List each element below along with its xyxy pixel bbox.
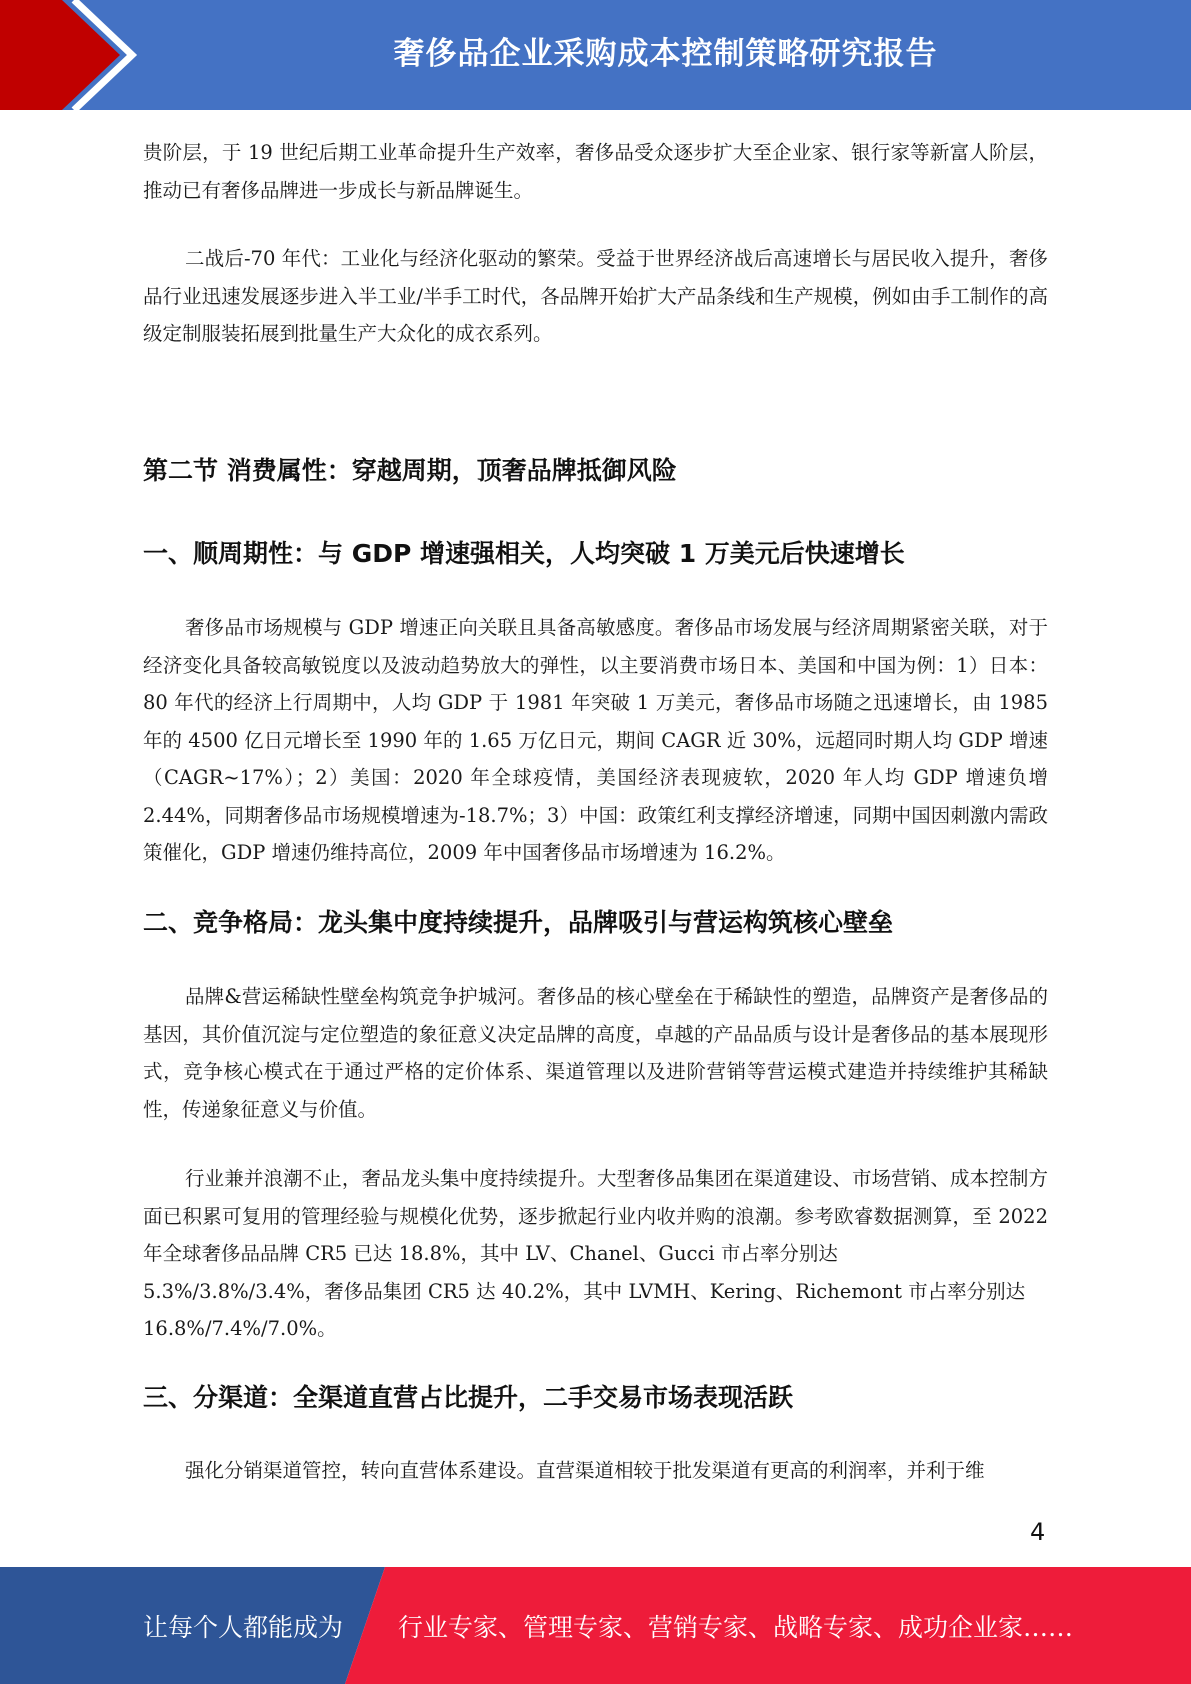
- paragraph-consolidation-line3: 16.8%/7.4%/7.0%。: [143, 1317, 337, 1340]
- footer-slogan-left: 让每个人都能成为: [143, 1612, 344, 1642]
- paragraph-history-19c: 贵阶层，于 19 世纪后期工业革命提升生产效率，奢侈品受众逐步扩大至企业家、银行家等新富人阶层，推动已有奢侈品牌进一步成长与新品牌诞生。: [143, 141, 1048, 202]
- subheading-channels: 三、分渠道：全渠道直营占比提升，二手交易市场表现活跃: [143, 1383, 794, 1412]
- paragraph-brand-barrier: 品牌&营运稀缺性壁垒构筑竞争护城河。奢侈品的核心壁垒在于稀缺性的塑造，品牌资产是奢侈品的基因，其价值沉淀与定位塑造的象征意义决定品牌的高度，卓越的产品品质与设计是奢侈品的基本展现形式，竞争核心模式在于通过严格的定价体系、渠道管理以及进阶营销等营运模式建造并持续维护其稀缺性，传递象征意义与价值。: [143, 985, 1048, 1121]
- paragraph-consolidation-line2: 5.3%/3.8%/3.4%，奢侈品集团 CR5 达 40.2%，其中 LVMH、Kering、Richemont 市占率分别达: [143, 1279, 1026, 1303]
- page-number: 4: [1030, 1518, 1046, 1546]
- section-heading: 第二节 消费属性：穿越周期，顶奢品牌抵御风险: [143, 456, 677, 485]
- subheading-procyclical: 一、顺周期性：与 GDP 增速强相关，人均突破 1 万美元后快速增长: [143, 539, 905, 568]
- paragraph-direct-channel: 强化分销渠道管控，转向直营体系建设。直营渠道相较于批发渠道有更高的利润率，并利于维: [185, 1459, 985, 1482]
- footer-banner: [0, 1567, 1191, 1684]
- paragraph-gdp-correlation: 奢侈品市场规模与 GDP 增速正向关联且具备高敏感度。奢侈品市场发展与经济周期紧密关联，对于经济变化具备较高敏锐度以及波动趋势放大的弹性，以主要消费市场日本、美国和中国为例：1）日本：80 年代的经济上行周期中，人均 GDP 于 1981 年突破 1 万美元，奢侈品市场随之迅速增长，由 1985 年的 4500 亿日元增长至 1990 年的 1.65 万亿日元，期间 CAGR 近 30%，远超同时期人均 GDP 增速（CAGR~17%）；2）美国：2020 年全球疫情，美国经济表现疲软，2020 年人均 GDP 增速负增 2.44%，同期奢侈品市场规模增速为-18.7%；3）中国：政策红利支撑经济增速，同期中国因刺激内需政策催化，GDP 增速仍维持高位，2009 年中国奢侈品市场增速为 16.2%。: [143, 616, 1048, 864]
- paragraph-consolidation: [143, 1160, 1048, 1348]
- footer-slogan-right: 行业专家、管理专家、营销专家、战略专家、成功企业家……: [398, 1612, 1074, 1642]
- paragraph-postwar: 二战后-70 年代：工业化与经济化驱动的繁荣。受益于世界经济战后高速增长与居民收入提升，奢侈品行业迅速发展逐步进入半工业/半手工时代，各品牌开始扩大产品条线和生产规模，例如由手工制作的高级定制服装拓展到批量生产大众化的成衣系列。: [143, 247, 1048, 345]
- report-title: 奢侈品企业采购成本控制策略研究报告: [393, 35, 938, 72]
- paragraph-consolidation-main: 行业兼并浪潮不止，奢品龙头集中度持续提升。大型奢侈品集团在渠道建设、市场营销、成本控制方面已积累可复用的管理经验与规模化优势，逐步掀起行业内收并购的浪潮。参考欧睿数据测算，至 2022 年全球奢侈品品牌 CR5 已达 18.8%，其中 LV、Chanel、Gucci 市占率分别达: [143, 1167, 1048, 1265]
- header-banner: [0, 0, 1191, 110]
- red-arrow-decoration: [0, 0, 160, 110]
- subheading-competition: 二、竞争格局：龙头集中度持续提升，品牌吸引与营运构筑核心壁垒: [143, 908, 894, 937]
